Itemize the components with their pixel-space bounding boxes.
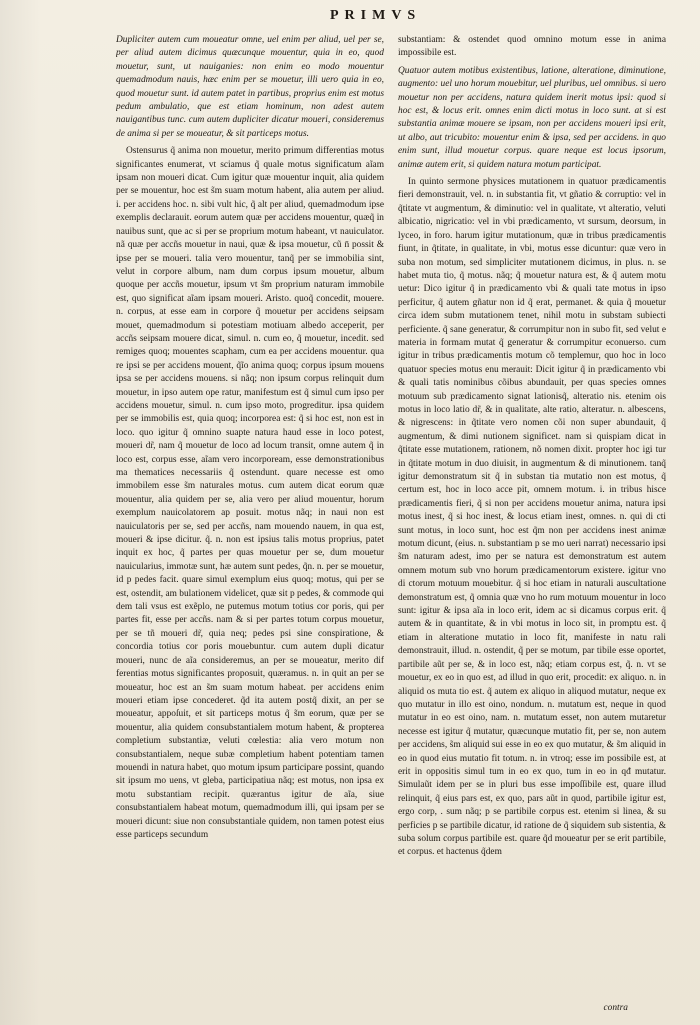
right-column <box>398 34 666 984</box>
left-column <box>116 34 384 984</box>
catchword: contra <box>603 1003 628 1013</box>
aristotle-text-left: Dupliciter autem cum moueatur omne, uel enim per aliud, uel per se, per aliud autem dicimus quæcunque mouentur, quia in eo, quod mouetur, sunt, ut nauiganies: non enim eo modo mouentur quemadmodum nauis, hæc enim per se mouetur, illi uero quia in eo, quod mouetur sunt. id autem patet in partibus, proprius enim est motus pedum ambulatio, que est etiam hominum, non adest autem nauigantibus tunc. cum autem dupliciter dicatur moueri, consideremus de anima si per se moueatur, & sit particeps motus. <box>116 35 384 139</box>
commentary-right-top: substantiam: & ostendet quod omnino motum esse in anima impossibile est. <box>398 35 666 59</box>
aristotle-text-right: Quatuor autem motibus existentibus, latione, alteratione, diminutione, augmento: uel uno horum mouebitur, uel pluribus, uel omnibus. si uero mouetur non per accidens, natura quidem inerit motus ipsi: quod si hoc est, & locus erit. omnes enim dicti motus in loco sunt. at si est substantia animæ mouere se ipsam, non per accidens moueri ipsi erit, ut albo, aut tricubito: mouentur enim & ipsa, sed per accidens. in quo enim sunt, illud mouetur corpus. quare neque est locus ipsorum, animæ autem erit, si quidem natura motum participat. <box>398 65 666 170</box>
gutter-shadow <box>0 0 40 1025</box>
commentary-left: Ostensurus q̃ anima non mouetur, merito primum differentias motus significantes enumerat, vt sciamus q̃ quale motus significatum aĩam ipsam non moueri dicat. Cum igitur quæ mouentur inquit, alia quidem per se mouentur, hoc est s̃m suam motum habent, alia autem per aliud. i. per accidens hoc. n. sibi vult hic, q̃ alt per aliud, quemadmodum ipse exemplis declarauit. eorum autem quæ per accidens mouentur, quæq̃ in nauibus sunt, que ac si per se proprium motum habeant, vt nauiculator. nã quæ per accñs mouetur in naui, quæ & ipsa mouetur, cũ n̄ possit & ipse per se moueri. talia vero mouentur, tanq̃ per se immobilia sint, velut in corpore album, nam dum corpus ipsum mouetur, album quoque per accñs mouetur, ipsum vt s̃m proprium naturam immobile est, quo significat aĩam ipsam moueri. Aristo. quoq̃ concedit, mouere. n. corpus, at esse eam in corpore q̃ mouetur per accidens seipsam mouet, quemadmodum si potestiam motiuam albedo acceperit, per accñs seipsam mouere dicat, simul. n. cum eo, q̃ mouetur, incedit. sed remiges quoq; mouentes scapham, cum ea per accidens mouentur. qua re ipsi se per accidens mouent, q̃ĩo anima quoq; corpus ipsum mouens ipsa se per accidens mouens. si nãq; non ipsum corpus relinquit dum mouetur, in ipso autem ope ratur, manifestum est q̃ simul cum ipso per accidens mouetur, simul. n. cum ipso moto, progreditur. ipsa quidem per se immobilis est, quia quoq; incorporea est: q̃ si hoc est, non est in loco. quo igitur q̃ omnino suapte natura haud esse in loco potest, moueri dr̃, nam q̃ mouetur de loco ad locum transit, omne autem q̃ in loco est, corpus esse, aĩam vero incorpoream, esse demonstrationibus ma thematices necessariis q̃ ostendunt. quare necesse est omo immobilem esse s̃m naturales motus. cum autem dicat eorum quæ mouentur, alia quidem per se, alia vero per aliud mouentur, horum exemplum nauicolatorem ap posuit. motus nãq; in naui non est nauiculatoris per se, sed per accñs, nam mouendo nauem, in qua est, moueri & ipse dicitur. q̃. n. non est ipsius talis motus proprius, patet inquit ex hoc, q̃ partes per quas mouetur per se, dum mouetur nauicularius, immotæ sunt, hæ autem sunt pedes, q̃n. n. per se mouetur, id p pedes facit. quare simul exemplum eius quoq; motus, qui per se est, ostendit, am bulationem videlicet, quæ sit p pedes, & commode qui dem tali vsus est exẽplo, ne putemus motum totius cor poris, qui per partes fit, esse per accñs. nam & si per partes totum corpus mouetur, per se tñ moueri dr̃, quia neq; pedes psi sine conspiratione, & concordia totius cor poris mouebuntur. cum autem dupli dicatur moueri, nunc de aĩa consideremus, an per se moueatur, merito dif ferentias motus significantes proposuit, quæramus. n. in quit an per se moueatur, hoc est an s̃m suam motum habeat. per accidens enim moueri etiam ipse concederet. q̃d ita autem postq̃ dixit, an per se moueatur, appoſuit, et sit particeps motus q̃ s̃m eorum, quæ per se mouentur, alia quidem consubstantialem motum habent, & propterea completium substantiæ, veluti cœlestia: alia vero motum non consubstantialem, neque subæ completium habent potentiam tamen mouendi in natura habet, quo motum ipsum participare possint, quando sit ipsum mo uens, vt gleba, participatiua nãq; est motus, non ipsa ex motu substantiam recipit. quærantus igitur de aĩa, siue consubstantialem habeat motum, quemadmodum illi, qui ipsam per se moueri dicunt: siue non consubstantiale quidem, non tamen potest eius esse particeps secundum <box>116 146 384 840</box>
running-head: PRIMVS <box>330 8 422 23</box>
commentary-right: In quinto sermone physices mutationem in quatuor prædicamentis fieri demonstrauit, vel. n. in substantia fit, vt gñatio & corruptio: vel in q̃titate vt augmentum, & diminutio: vel in qualitate, vt alteratio, veluti albicatio, nigricatio: vel in vbi prædicamento, vt sursum, deorsum, in lyceo, in foro. harum igitur mutationum, quæ in tribus prædicamentis fiunt, in q̃titate, in qualitate, in vbi, motus esse dicuntur: quæ vero in suba non motum, sed simpliciter mutationem dicimus, in plus. n. se habet muta tio, q̃ motus. nãq; q̃ mouetur natura est, & q̃ autem motu uetur: Dico igitur q̃ in prædicamento vbi & quali tate motus in ipso perficitur, q̃ autem gñatur non id q̃ erat, permanet. & quia q̃ mouetur circa idem subm mutationem tenet, nihil motu in substam subiecti perficiente. q̃ sane generatur, & corrumpitur non in subo fit, sed velut e materia in formam mutat q̃ generatur & corrumpitur econuerso. cum igitur in tribus prædicamentis motum cõ templemur, quo hoc in loco quatuor species motus enu merauit: Dicit igitur q̃ in prædicamento vbi & quali tatis nominibus cõibus abundauit, per quas species omnes motuum sub prædicamento signat lationisq̃, alteratio nis. etenim ois motus in loco latio dr̃, & in qualitate, alte ratio, alteratur. n. albescens, & nigrescens: in q̃titate vero nomen cõi non super abundauit, q̃ augmentum, & dimi nutionem significet. nam si quispiam dicat in q̃titate esse mutationem, rationem, nõ nomen dixit. propter hoc igi tur in q̃titate motum in duo diuisit, in augmentum & di minutionem. tanq̃ igitur demonstratum sit q̃ in substan tia mutatio non est motus, q̃ certum est, hoc in loco acce pit, omnem motum. i. in tribus hisce prædicamentis fieri, q̃ si non per accidens mouetur anima, natura ipsi motus inest, q̃ si hoc inest, & locus etiam inest, omnes. n. qui di cti sunt motus, in loco sunt, hoc est q̃m non per accidens inest animæ motum dicunt, (eius. n. substantiam p se mo ueri narrat) necessario ipsi s̃m naturam adest, imo per se natura est demonstratum est autem omnem motum sub vno horum prædicamentorum existere. igitur vno di ctorum motuum mouebitur. q̃ si hoc etiam in naturali auscultatione demonstratum est, q̃ omnia quæ vno ho rum motuum mouentur in loco sunt: igitur & ipsa aĩa in loco erit, idem ac si dicamus corpus erit. q̃ autem & in quantitate, & in vbi motus in loco sit, in promptu est. q̃ etiam in alteratione mutatio in loco fit, manifeste in natu rali demonstrauit, illud. n. ostendit, q̃ per se motum, par tibile esse oportet, partibile aũt per se, & in loco est, nãq; etiam corpus est, q̃. n. vt se mouetur, ex eo in quo est, ad illud in quo erit, procedit: ex aliquo. n. in aliquid os muta tio est. q̃ autem ex aliquo in aliquod mutatur, neque ex quo mutatur in illo est oino, nondum. n. mutatum est, neque in quod mutatur in eo est oino, nam. n. mutatum esset, non autem mutaretur necesse est igitur q̃ mutatur, quæcunque mutatio fit, per se, non autem per accidens, s̃m aliquid sui esse in eo ex quo mutatur, & s̃m aliquid in eo in quod eius mutatio fit totum. n. in vtroq; esse im possibile est, at erit in oppositis simul tum in eo ex quo, tum in eo in qđ mutatur. Simulaũt idem per se in pluri bus esse impoſſibile est, quare illud relinquit, q̃ eius pars est, ex quo, pars aũt in quod, partibile igitur est, ergo corp, . sum nãq; p se partibile corpus est. etenim si linea, & su perficies p se partibile dicatur, id ratione de q̃ siquidem sub sistentia, & suba solum corpus partibile est. quare q̃d moueatur per se erit partibile, et corpus. et hactenus q̃dem <box>398 177 666 858</box>
